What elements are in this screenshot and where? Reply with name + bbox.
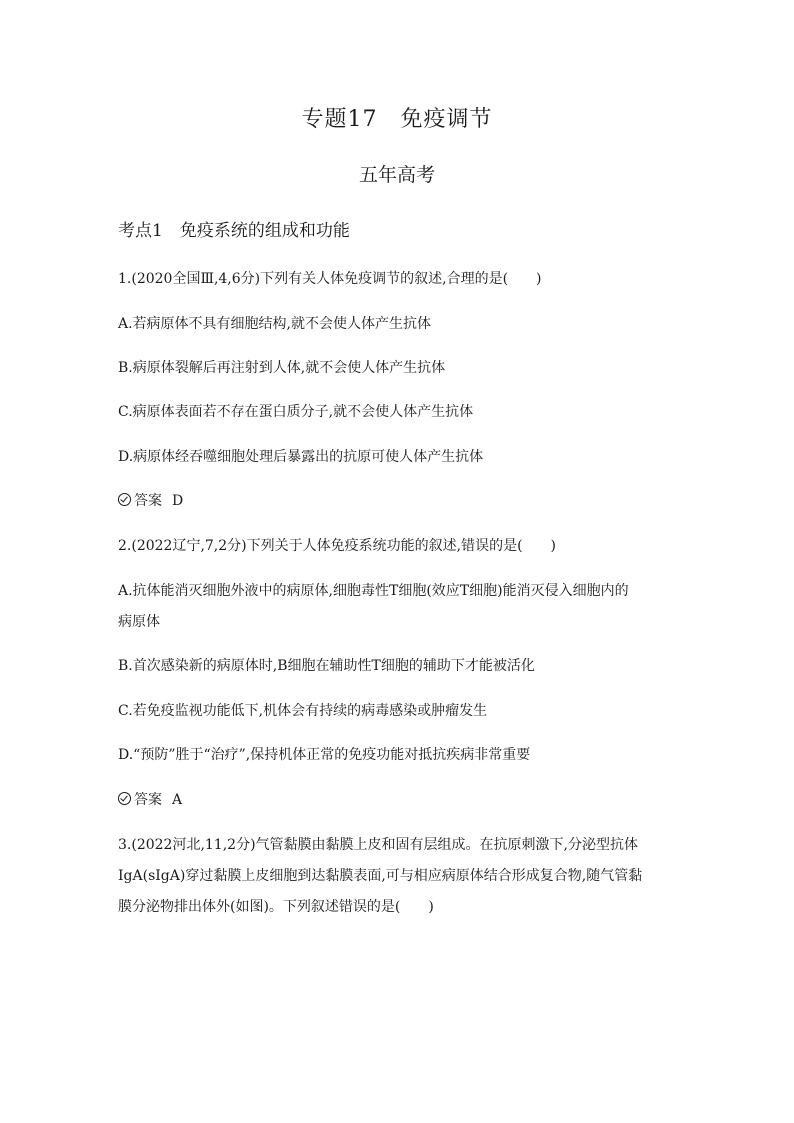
question-2-option-a-cont: 病原体 <box>118 614 160 630</box>
page-title: 专题17 免疫调节 <box>301 107 493 132</box>
question-1-option-b: B.病原体裂解后再注射到人体,就不会使人体产生抗体 <box>118 360 446 376</box>
question-1-option-d: D.病原体经吞噬细胞处理后暴露出的抗原可使人体产生抗体 <box>118 449 484 465</box>
question-1-stem: 1.(2020全国Ⅲ,4,6分)下列有关人体免疫调节的叙述,合理的是( ) <box>118 271 542 287</box>
question-3-stem-line-2: IgA(sIgA)穿过黏膜上皮细胞到达黏膜表面,可与相应病原体结合形成复合物,随气管黏 <box>118 868 643 884</box>
section-heading: 考点1 免疫系统的组成和功能 <box>118 221 350 241</box>
question-2-option-a: A.抗体能消灭细胞外液中的病原体,细胞毒性T细胞(效应T细胞)能消灭侵入细胞内的 <box>118 583 629 599</box>
question-2-stem: 2.(2022辽宁,7,2分)下列关于人体免疫系统功能的叙述,错误的是( ) <box>118 538 556 554</box>
answer-check-icon <box>118 493 131 506</box>
question-2-option-c: C.若免疫监视功能低下,机体会有持续的病毒感染或肿瘤发生 <box>118 703 488 719</box>
answer-check-icon <box>118 792 131 805</box>
question-2-option-d: D.“预防”胜于“治疗”,保持机体正常的免疫功能对抵抗疾病非常重要 <box>118 747 531 763</box>
question-3-stem-line-3: 膜分泌物排出体外(如图)。下列叙述错误的是( ) <box>118 899 434 915</box>
question-1-option-a: A.若病原体不具有细胞结构,就不会使人体产生抗体 <box>118 316 432 332</box>
question-1-answer <box>118 490 183 510</box>
answer-value: A <box>172 792 183 808</box>
page-subtitle: 五年高考 <box>358 164 435 186</box>
answer-label: 答案 <box>134 493 162 509</box>
answer-value: D <box>172 493 184 509</box>
question-1-option-c: C.病原体表面若不存在蛋白质分子,就不会使人体产生抗体 <box>118 404 474 420</box>
question-2-option-b: B.首次感染新的病原体时,B细胞在辅助性T细胞的辅助下才能被活化 <box>118 658 535 674</box>
answer-label: 答案 <box>134 792 162 808</box>
question-2-answer <box>118 789 182 809</box>
question-3-stem-line-1: 3.(2022河北,11,2分)气管黏膜由黏膜上皮和固有层组成。在抗原刺激下,分泌型抗体 <box>118 837 638 853</box>
